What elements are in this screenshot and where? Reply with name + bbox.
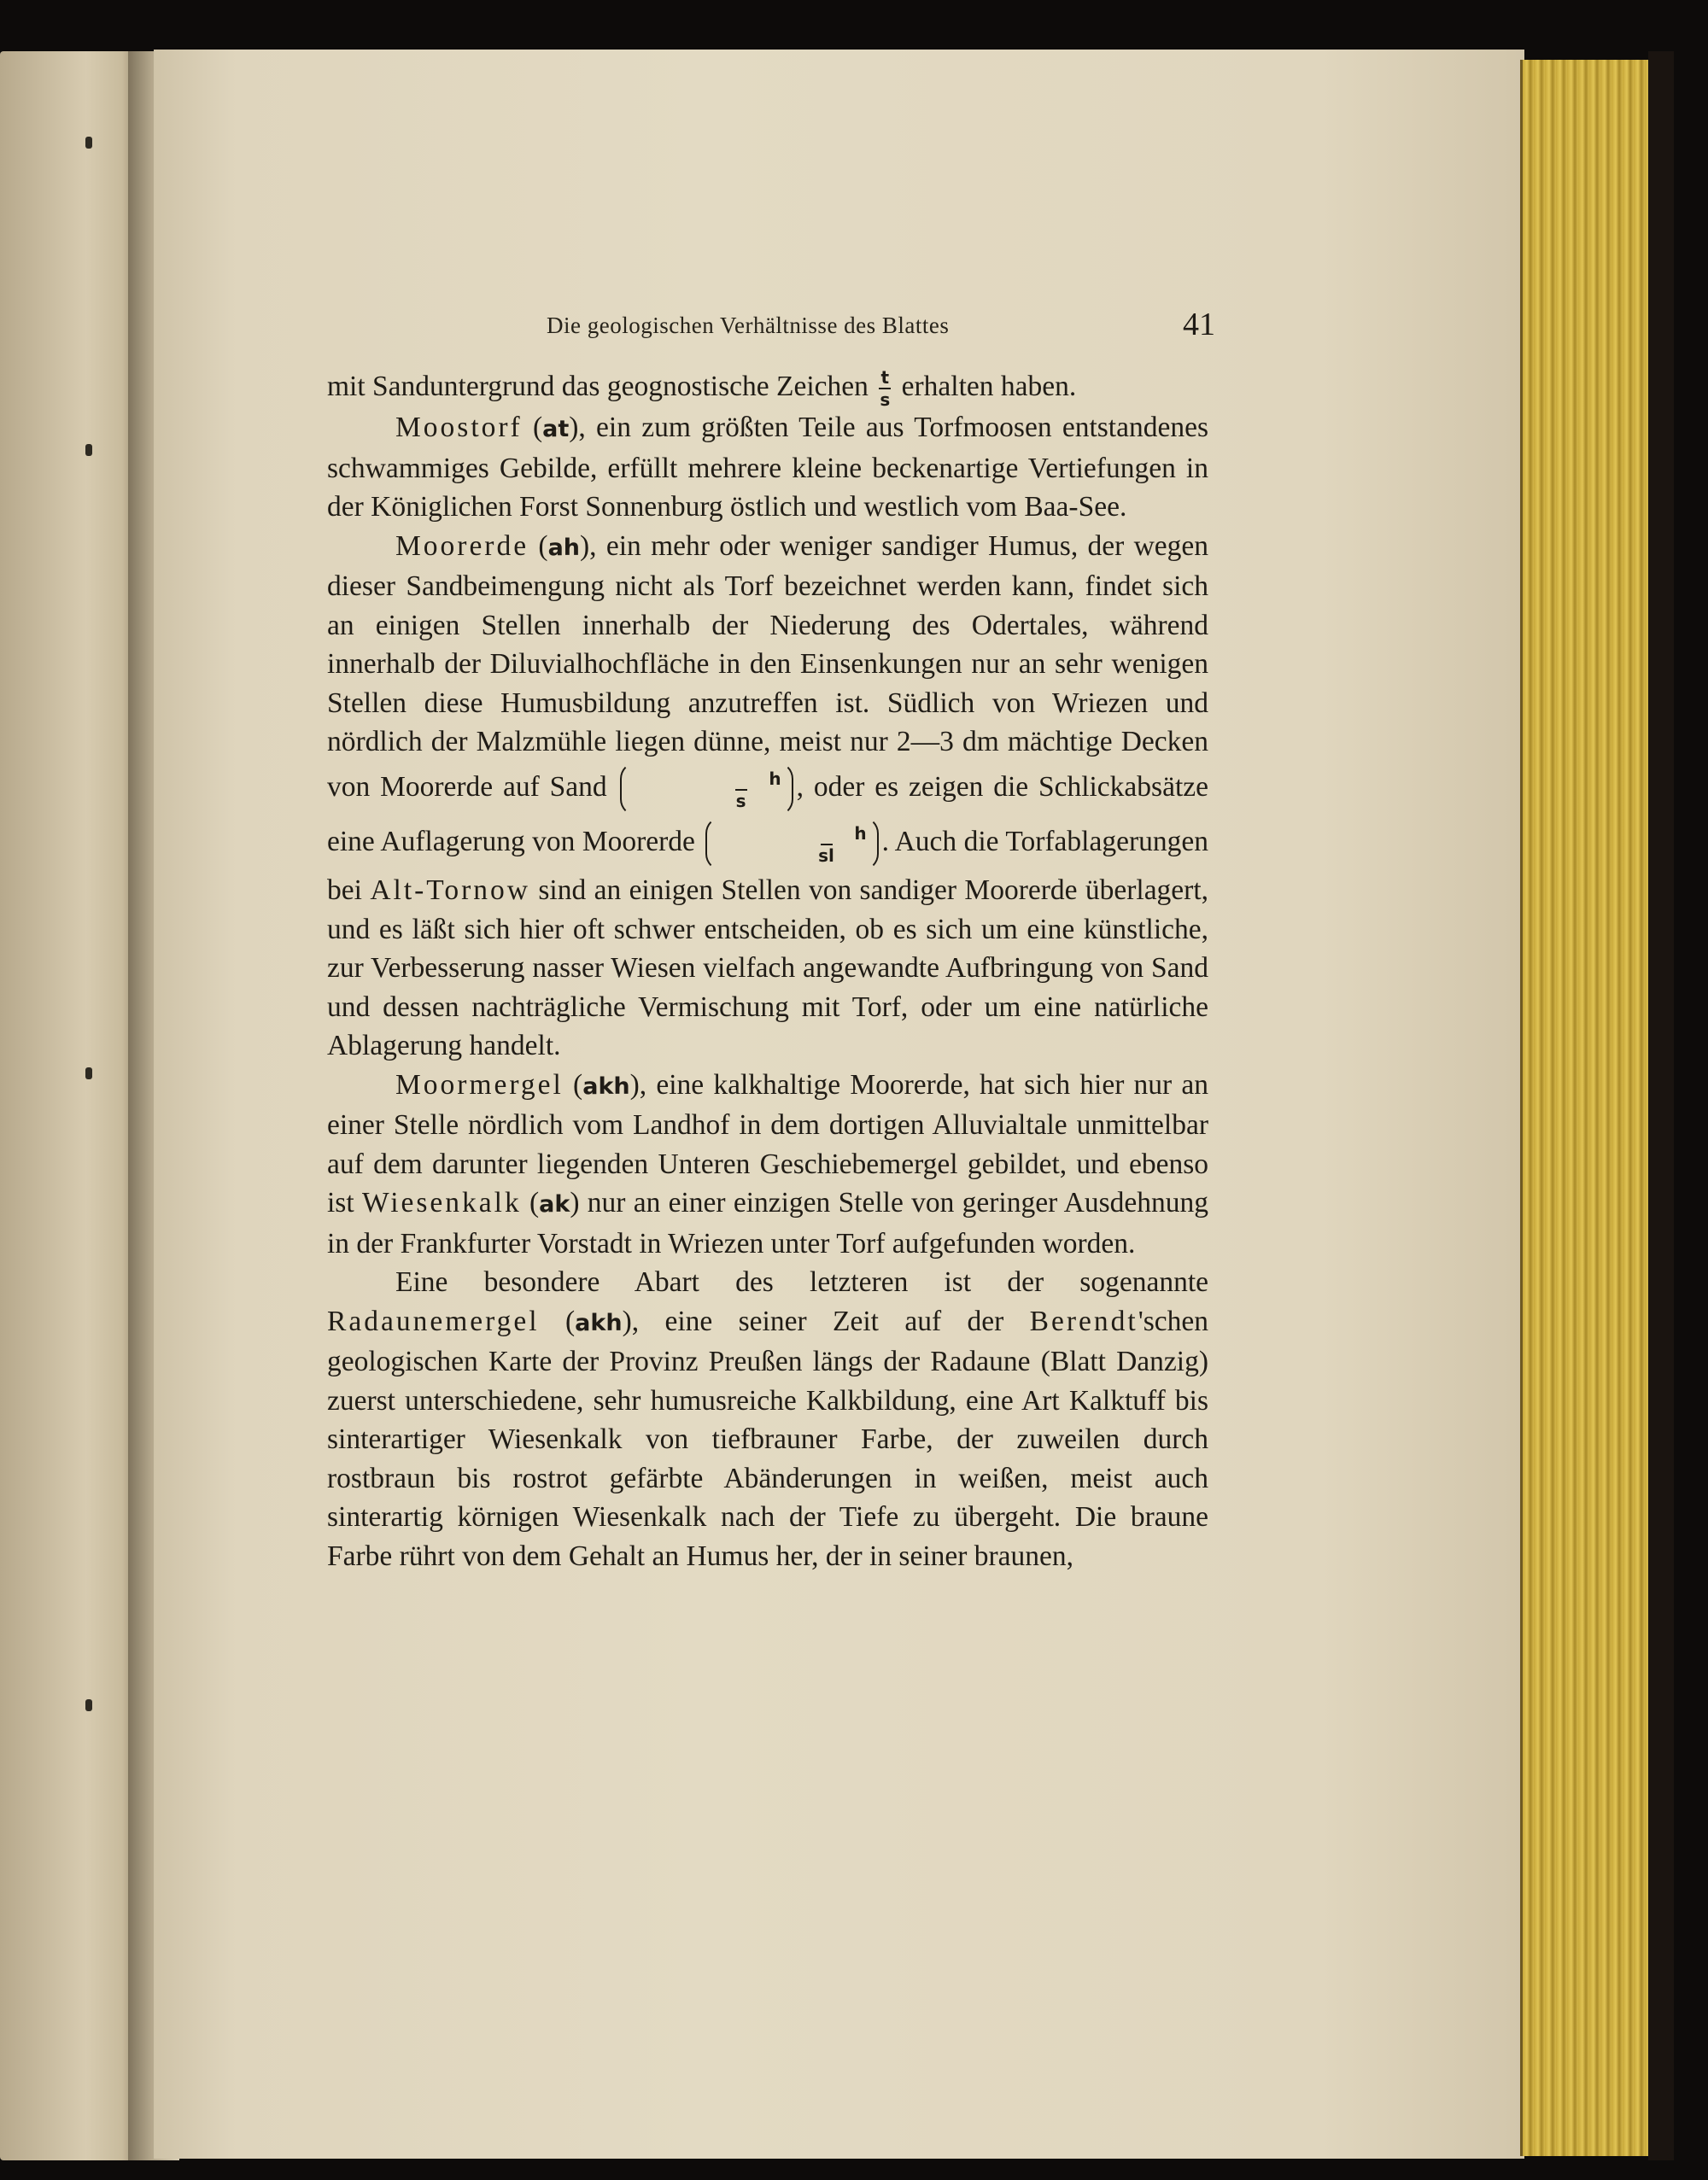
text-span: , eine seiner Zeit auf der [631, 1305, 1004, 1337]
symbol-h-over-sl: h sl [705, 816, 878, 871]
paragraph-moormergel: Moormergel (akh), eine kalkhaltige Moorerde, hat sich hier nur an einer Stelle nördlich vom Landhof in dem dortigen Alluvialtale unmittelbar auf dem darunter liegenden Unteren Geschiebemergel gebildet, und ebenso ist Wiesenkalk (ak) nur an einer einzigen Stelle von geringer Ausdehnung in der Frankfurter Vorstadt in Wriezen unter Torf aufgefunden worden. [327, 1068, 1209, 1259]
symbol-akh: akh [575, 1309, 623, 1336]
text-span: , oder es zeigen die Schlickabsätze eine Auflagerung von Moorerde [327, 770, 1208, 857]
term-radaunemergel: Radaunemergel [327, 1305, 540, 1337]
text-span: nur an einer einzigen Stelle von geringer Ausdehnung in der Frankfurter Vorstadt in Wriezen unter Torf aufgefunden worden. [327, 1187, 1209, 1259]
margin-mark [85, 137, 92, 149]
term-wiesenkalk: Wiesenkalk [361, 1187, 522, 1219]
text-span: mit Sanduntergrund das geognostische Zeichen [327, 371, 869, 402]
text-span: 'schen geologischen Karte der Provinz Preußen längs der Radaune (Blatt Danzig) zuerst unterschiedene, sehr humusreiche Kalkbildung, eine Art Kalktuff bis sinterartiger Wiesenkalk von tiefbrauner Farbe, der zuweilen durch rostbraun bis rostrot gefärbte Abänderungen in weißen, meist auch sinterartig körnigen Wiesenkalk nach der Tiefe zu übergeht. Die braune Farbe rührt von dem Gehalt an Humus her, der in seiner braunen, [327, 1305, 1209, 1572]
text-span: sind an einigen Stellen von sandiger Moorerde überlagert, und es läßt sich hier oft schwer entscheiden, ob es sich um eine künstliche, zur Verbesserung nasser Wiesen vielfach angewandte Aufbringung von Sand und dessen nachträgliche Vermischung mit Torf, oder um eine natürliche Ablagerung handelt. [327, 874, 1209, 1062]
symbol-ah: ah [547, 534, 581, 561]
symbol-ak: ak [539, 1191, 570, 1219]
paragraph-1 [327, 367, 1208, 411]
place-alt-tornow: Alt-Tornow [370, 874, 530, 907]
symbol-t-over-s: $\frac{t}{s}$ [880, 367, 891, 411]
body-text [327, 367, 1208, 1575]
term-moormergel: Moormergel [395, 1068, 564, 1101]
text-span: , ein mehr oder weniger sandiger Humus, der wegen dieser Sandbeimengung nicht als Torf bezeichnet werden kann, findet sich an einigen Stellen innerhalb der Niederung des Odertales, während innerhalb der Diluvialhochfläche in den Einsenkungen nur an sehr wenigen Stellen diese Humusbildung anzutreffen ist. Südlich von Wriezen und nördlich der Malzmühle liegen dünne, meist nur 2—3 dm mächtige Decken von Moorerde auf Sand [327, 529, 1209, 803]
margin-mark [85, 1699, 92, 1711]
paragraph-radaunemergel: Eine besondere Abart des letzteren ist der sogenannte Radaunemergel (akh), eine seiner Zeit auf der Berendt'schen geologischen Karte der Provinz Preußen längs der Radaune (Blatt Danzig) zuerst unterschiedene, sehr humusreiche Kalkbildung, eine Art Kalktuff bis sinterartiger Wiesenkalk von tiefbrauner Farbe, der zuweilen durch rostbraun bis rostrot gefärbte Abänderungen in weißen, meist auch sinterartig körnigen Wiesenkalk nach der Tiefe zu übergeht. Die braune Farbe rührt von dem Gehalt an Humus her, der in seiner braunen, [327, 1266, 1209, 1572]
text-span: erhalten haben. [901, 371, 1077, 402]
text-span: Eine besondere Abart des letzteren ist der sogenannte [395, 1266, 1208, 1299]
symbol-akh: akh [582, 1072, 630, 1100]
text-span: , ein zum größten Teile aus Torfmoosen entstandenes schwammiges Gebilde, erfüllt mehrere kleine beckenartige Vertiefungen in der Königlichen Forst Sonnenburg östlich und westlich vom Baa-See. [327, 412, 1209, 523]
name-berendt: Berendt [1029, 1305, 1138, 1337]
term-moostorf: Moostorf [395, 412, 523, 444]
term-moorerde: Moorerde [395, 529, 529, 562]
page-edges [1520, 60, 1651, 2156]
text-span: , eine kalkhaltige Moorerde, hat sich hier nur an einer Stelle nördlich vom Landhof in dem dortigen Alluvialtale unmittelbar auf dem darunter liegenden Unteren Geschiebemergel gebildet, und ebenso ist [327, 1068, 1209, 1219]
text-span: . Auch die Torfablagerungen bei [327, 825, 1208, 907]
paragraph-moostorf: Moostorf (at), ein zum größten Teile aus Torfmoosen entstandenes schwammiges Gebilde, erfüllt mehrere kleine beckenartige Vertiefungen in der Königlichen Forst Sonnenburg östlich und westlich vom Baa-See. [327, 412, 1209, 523]
symbol-h-over-s: h s [620, 762, 793, 816]
page-number: 41 [1183, 307, 1215, 342]
margin-mark [85, 444, 92, 456]
margin-mark [85, 1067, 92, 1079]
symbol-at: at [542, 416, 570, 443]
running-header: Die geologischen Verhältnisse des Blattes [547, 313, 950, 338]
book-cover-edge [1648, 51, 1674, 2160]
left-page [0, 51, 143, 2160]
paragraph-moorerde: Moorerde (ah), ein mehr oder weniger sandiger Humus, der wegen dieser Sandbeimengung nicht als Torf bezeichnet werden kann, findet sich an einigen Stellen innerhalb der Niederung des Odertales, während innerhalb der Diluvialhochfläche in den Einsenkungen nur an sehr wenigen Stellen diese Humusbildung anzutreffen ist. Südlich von Wriezen und nördlich der Malzmühle liegen dünne, meist nur 2—3 dm mächtige Decken von Moorerde auf Sand h s , oder es zeigen die Schlickabsätze eine Auflagerung von Moorerde h sl . Auch die Torfablagerungen bei Alt-Tornow sind an einigen Stellen von sandiger Moorerde überlagert, und es läßt sich hier oft schwer entscheiden, ob es sich um eine künstliche, zur Verbesserung nasser Wiesen vielfach angewandte Aufbringung von Sand und dessen nachträgliche Vermischung mit Torf, oder um eine natürliche Ablagerung handelt. [327, 529, 1209, 1062]
